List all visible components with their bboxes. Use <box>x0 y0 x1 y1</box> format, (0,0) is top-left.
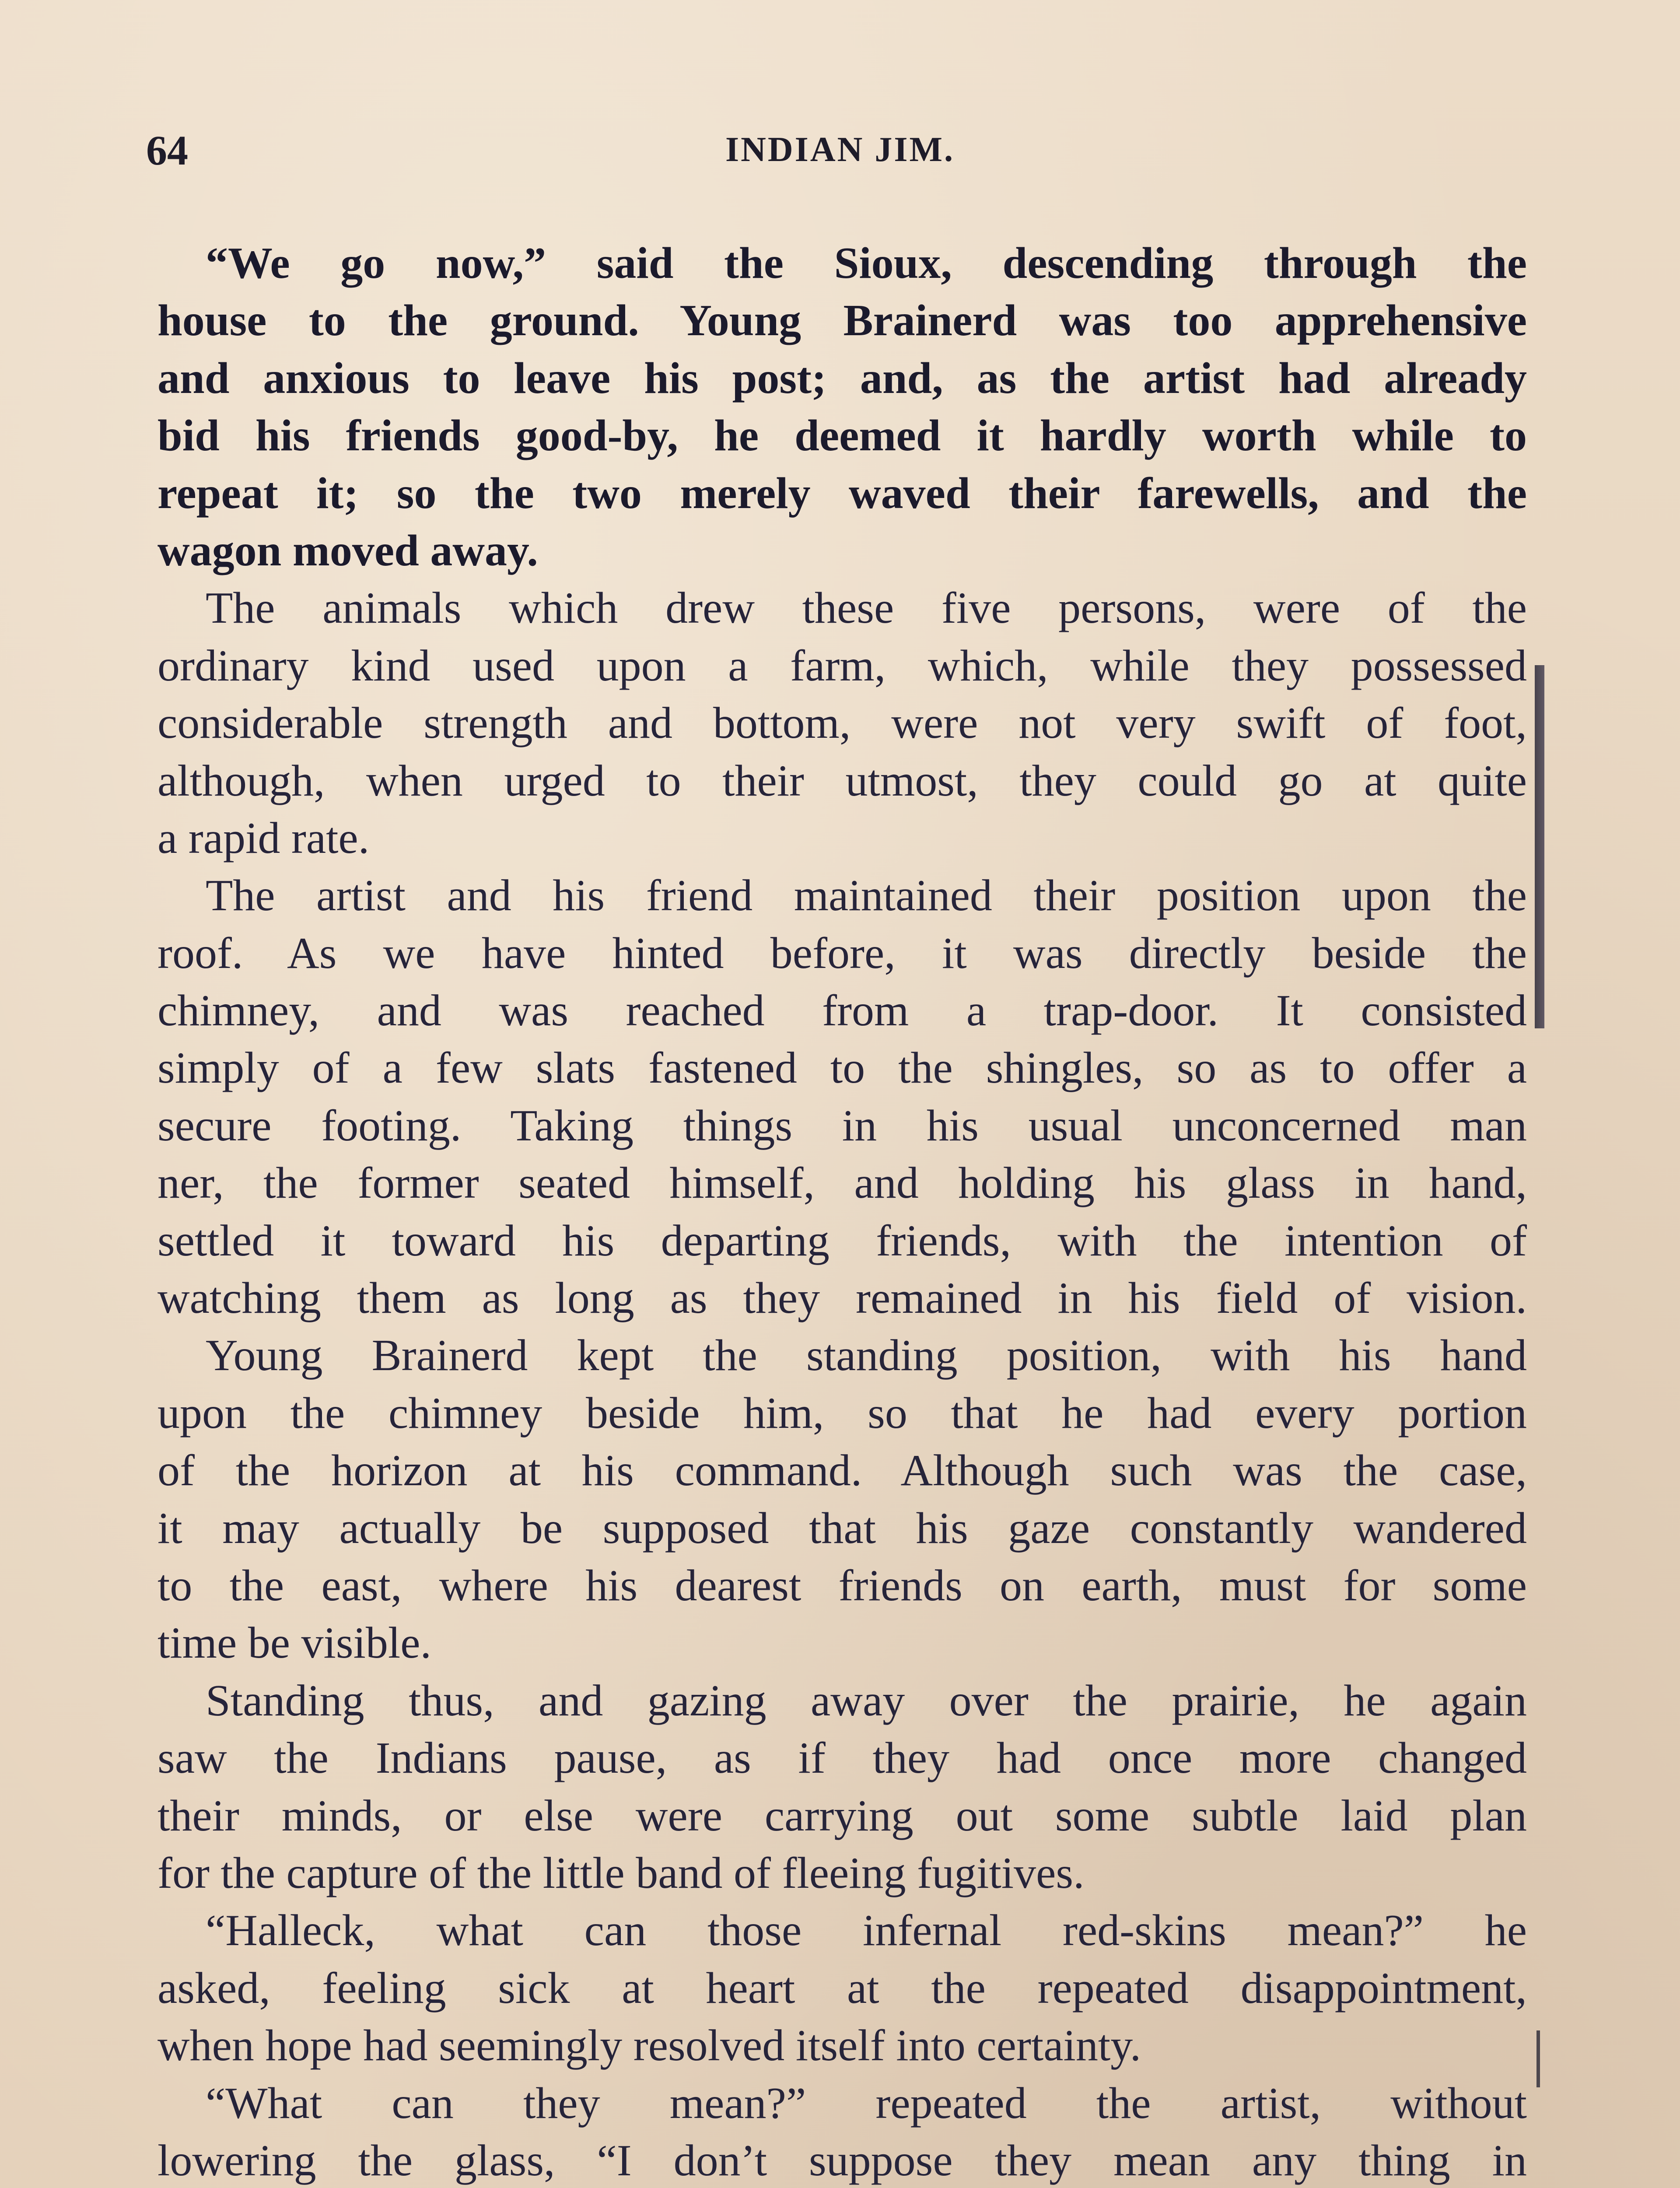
text-line: chimney, and was reached from a trap-door. It consisted <box>158 986 1527 1036</box>
text-line: saw the Indians pause, as if they had once more changed <box>158 1733 1527 1783</box>
text-line: to the east, where his dearest friends on earth, must for some <box>158 1560 1527 1610</box>
text-line: of the horizon at his command. Although such was the case, <box>158 1446 1527 1496</box>
text-line: when hope had seemingly resolved itself into certainty. <box>158 2021 1141 2071</box>
text-line: ner, the former seated himself, and holding his glass in hand, <box>158 1158 1527 1208</box>
text-line: The artist and his friend maintained their position upon the <box>206 871 1527 921</box>
body-text <box>158 235 1527 2188</box>
text-line: for the capture of the little band of fleeing fugitives. <box>158 1848 1085 1898</box>
text-line: roof. As we have hinted before, it was directly beside the <box>158 928 1527 978</box>
text-line: lowering the glass, “I don’t suppose they mean any thing in <box>158 2135 1527 2185</box>
paragraph-1 <box>158 235 1527 579</box>
paragraph-3 <box>158 867 1527 1327</box>
paragraph-2 <box>158 579 1527 867</box>
text-line: Young Brainerd kept the standing position, with his hand <box>206 1331 1527 1381</box>
margin-binding-mark <box>1535 665 1544 1028</box>
text-line: settled it toward his departing friends, with the intention of <box>158 1216 1527 1266</box>
text-line: Standing thus, and gazing away over the prairie, he again <box>206 1676 1527 1725</box>
text-line: asked, feeling sick at heart at the repeated disappointment, <box>158 1963 1527 2013</box>
text-line: simply of a few slats fastened to the shingles, so as to offer a <box>158 1043 1527 1093</box>
text-line: “We go now,” said the Sioux, descending through the <box>206 238 1527 288</box>
paragraph-5 <box>158 1672 1527 1902</box>
text-line: a rapid rate. <box>158 813 370 863</box>
page-number: 64 <box>146 127 188 174</box>
paragraph-7 <box>158 2075 1527 2188</box>
text-line: it may actually be supposed that his gaze constantly wandered <box>158 1503 1527 1553</box>
paragraph-6 <box>158 1902 1527 2074</box>
text-line: repeat it; so the two merely waved their farewells, and the <box>158 468 1527 518</box>
text-line: upon the chimney beside him, so that he had every portion <box>158 1388 1527 1438</box>
text-line: considerable strength and bottom, were not very swift of foot, <box>158 698 1527 748</box>
text-line: although, when urged to their utmost, they could go at quite <box>158 756 1527 806</box>
text-line: watching them as long as they remained in his field of vision. <box>158 1273 1527 1323</box>
margin-tick-mark <box>1536 2030 1540 2087</box>
text-line: time be visible. <box>158 1618 432 1668</box>
text-line: “What can they mean?” repeated the artist, without <box>206 2078 1527 2128</box>
paragraph-4 <box>158 1327 1527 1672</box>
text-line: “Halleck, what can those infernal red-skins mean?” he <box>206 1906 1527 1956</box>
text-line: and anxious to leave his post; and, as the artist had already <box>158 353 1527 403</box>
text-line: The animals which drew these five persons, were of the <box>206 583 1527 633</box>
text-line: their minds, or else were carrying out some subtle laid plan <box>158 1791 1527 1841</box>
text-line: wagon moved away. <box>158 526 538 575</box>
text-line: ordinary kind used upon a farm, which, while they possessed <box>158 641 1527 691</box>
text-line: bid his friends good-by, he deemed it hardly worth while to <box>158 411 1527 461</box>
text-line: house to the ground. Young Brainerd was too apprehensive <box>158 296 1527 346</box>
text-line: secure footing. Taking things in his usual unconcerned man <box>158 1101 1527 1150</box>
running-title: INDIAN JIM. <box>725 130 955 169</box>
